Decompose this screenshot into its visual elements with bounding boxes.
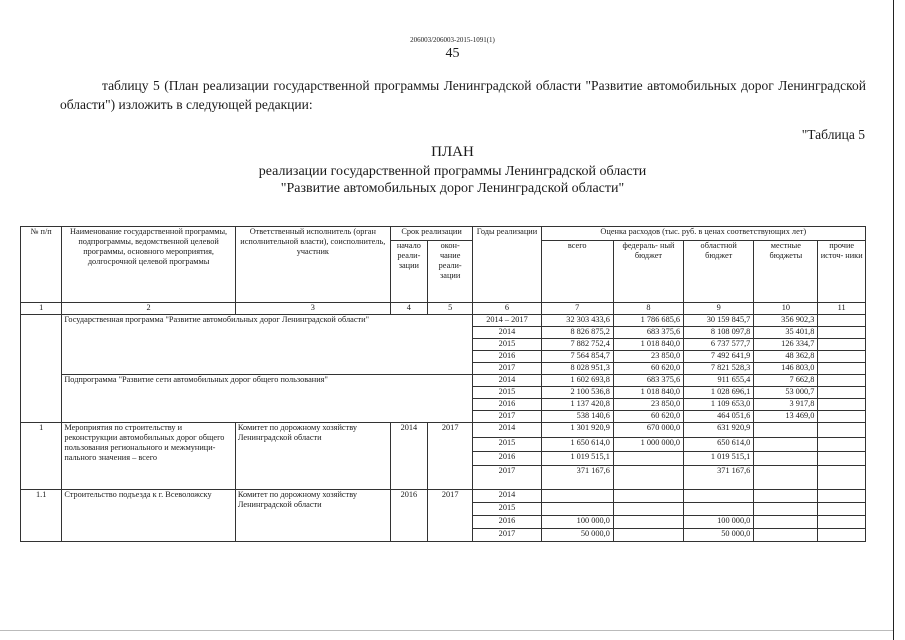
- total-cell: 1 650 614,0: [541, 438, 613, 452]
- federal-cell: 1 000 000,0: [613, 438, 683, 452]
- column-numbers-row: [21, 303, 866, 315]
- federal-cell: 1 018 840,0: [613, 339, 683, 351]
- page-border-right: [893, 0, 894, 640]
- table-row: [21, 315, 866, 327]
- other-cell: [818, 387, 866, 399]
- year-cell: 2014: [473, 327, 541, 339]
- federal-cell: 60 620,0: [613, 363, 683, 375]
- regional-cell: 464 051,6: [684, 411, 754, 423]
- header-name: Наименование государственной программы, подпрограммы, ведомственной целевой программы, основного мероприятия, долгосрочной целевой программы: [62, 227, 236, 303]
- plan-title: ПЛАН: [431, 144, 474, 160]
- other-cell: [818, 438, 866, 452]
- total-cell: 1 301 920,9: [541, 423, 613, 438]
- total-cell: 1 602 693,8: [541, 375, 613, 387]
- header-local: местные бюджеты: [754, 241, 818, 303]
- year-cell: 2017: [473, 529, 541, 542]
- header-executor: Ответственный исполнитель (орган исполнительной власти), соисполнитель, участник: [235, 227, 390, 303]
- other-cell: [818, 339, 866, 351]
- year-cell: 2016: [473, 351, 541, 363]
- other-cell: [818, 529, 866, 542]
- federal-cell: [613, 503, 683, 516]
- header-regional: областной бюджет: [684, 241, 754, 303]
- regional-cell: 1 019 515,1: [684, 452, 754, 466]
- federal-cell: 683 375,6: [613, 327, 683, 339]
- year-cell: 2014: [473, 375, 541, 387]
- plan-table: [20, 226, 866, 542]
- regional-cell: 30 159 845,7: [684, 315, 754, 327]
- total-cell: 2 100 536,8: [541, 387, 613, 399]
- regional-cell: 7 492 641,9: [684, 351, 754, 363]
- other-cell: [818, 490, 866, 503]
- year-cell: 2015: [473, 387, 541, 399]
- regional-cell: [684, 503, 754, 516]
- other-cell: [818, 516, 866, 529]
- col-number: 11: [818, 303, 866, 315]
- regional-cell: 1 109 653,0: [684, 399, 754, 411]
- other-cell: [818, 452, 866, 466]
- col-number: 9: [684, 303, 754, 315]
- regional-cell: [684, 490, 754, 503]
- year-cell: 2017: [473, 466, 541, 490]
- total-cell: [541, 490, 613, 503]
- table-row: [21, 375, 866, 387]
- col-number: 4: [390, 303, 427, 315]
- program-num-cell: [21, 315, 62, 423]
- year-cell: 2017: [473, 411, 541, 423]
- total-cell: 50 000,0: [541, 529, 613, 542]
- col-number: 3: [235, 303, 390, 315]
- header-years: Годы реализации: [473, 227, 541, 303]
- col-number: 2: [62, 303, 236, 315]
- program-name: Государственная программа "Развитие автомобильных дорог Ленинградской области": [62, 315, 473, 327]
- measure11-name: Строительство подъезда к г. Всеволожску: [62, 490, 236, 542]
- federal-cell: [613, 529, 683, 542]
- federal-cell: [613, 490, 683, 503]
- federal-cell: 1 018 840,0: [613, 387, 683, 399]
- other-cell: [818, 363, 866, 375]
- measure11-end: 2017: [427, 490, 472, 542]
- regional-cell: 650 614,0: [684, 438, 754, 452]
- regional-cell: 7 821 528,3: [684, 363, 754, 375]
- measure11-num: 1.1: [21, 490, 62, 542]
- table-label: "Таблица 5: [801, 127, 865, 142]
- col-number: 7: [541, 303, 613, 315]
- header-other: прочие источ- ники: [818, 241, 866, 303]
- local-cell: 48 362,8: [754, 351, 818, 363]
- local-cell: 356 902,3: [754, 315, 818, 327]
- header-row-1: [21, 227, 866, 241]
- subprogram-name: Подпрограмма "Развитие сети автомобильных дорог общего пользования": [62, 375, 473, 423]
- local-cell: [754, 503, 818, 516]
- total-cell: 371 167,6: [541, 466, 613, 490]
- other-cell: [818, 503, 866, 516]
- page-number: 45: [445, 46, 460, 61]
- plan-subtitle-line2: "Развитие автомобильных дорог Ленинградской области": [280, 181, 625, 196]
- intro-paragraph: таблицу 5 (План реализации государственной программы Ленинградской области "Развитие автомобильных дорог Ленинградской области") изложить в следующей редакции:: [60, 78, 866, 112]
- col-number: 5: [427, 303, 472, 315]
- plan-subtitle-line1: реализации государственной программы Ленинградской области: [258, 164, 647, 179]
- total-cell: 1 019 515,1: [541, 452, 613, 466]
- measure1-start: 2014: [390, 423, 427, 490]
- regional-cell: 100 000,0: [684, 516, 754, 529]
- federal-cell: 60 620,0: [613, 411, 683, 423]
- local-cell: 3 917,8: [754, 399, 818, 411]
- federal-cell: 23 850,0: [613, 399, 683, 411]
- col-number: 6: [473, 303, 541, 315]
- other-cell: [818, 375, 866, 387]
- table-row: [21, 490, 866, 503]
- local-cell: [754, 490, 818, 503]
- other-cell: [818, 411, 866, 423]
- federal-cell: 670 000,0: [613, 423, 683, 438]
- total-cell: 538 140,6: [541, 411, 613, 423]
- header-federal: федераль- ный бюджет: [613, 241, 683, 303]
- document-code: 206003/206003-2015-1091(1): [410, 36, 495, 44]
- other-cell: [818, 315, 866, 327]
- federal-cell: [613, 516, 683, 529]
- other-cell: [818, 423, 866, 438]
- local-cell: [754, 438, 818, 452]
- header-total: всего: [541, 241, 613, 303]
- total-cell: 8 826 875,2: [541, 327, 613, 339]
- federal-cell: 23 850,0: [613, 351, 683, 363]
- col-number: 10: [754, 303, 818, 315]
- header-period: Срок реализации: [390, 227, 473, 241]
- measure1-end: 2017: [427, 423, 472, 490]
- local-cell: 35 401,8: [754, 327, 818, 339]
- local-cell: [754, 529, 818, 542]
- total-cell: 7 882 752,4: [541, 339, 613, 351]
- other-cell: [818, 466, 866, 490]
- regional-cell: 911 655,4: [684, 375, 754, 387]
- header-num: № п/п: [21, 227, 62, 303]
- table-row: [21, 327, 866, 339]
- total-cell: 1 137 420,8: [541, 399, 613, 411]
- year-cell: 2016: [473, 516, 541, 529]
- federal-cell: [613, 452, 683, 466]
- year-cell: 2017: [473, 363, 541, 375]
- year-cell: 2014: [473, 423, 541, 438]
- regional-cell: 371 167,6: [684, 466, 754, 490]
- year-cell: 2015: [473, 339, 541, 351]
- measure11-executor: Комитет по дорожному хозяйству Ленинградской области: [235, 490, 390, 542]
- total-cell: 32 303 433,6: [541, 315, 613, 327]
- regional-cell: 1 028 696,1: [684, 387, 754, 399]
- federal-cell: [613, 466, 683, 490]
- other-cell: [818, 327, 866, 339]
- federal-cell: 1 786 685,6: [613, 315, 683, 327]
- total-cell: 8 028 951,3: [541, 363, 613, 375]
- other-cell: [818, 351, 866, 363]
- total-cell: 7 564 854,7: [541, 351, 613, 363]
- local-cell: 13 469,0: [754, 411, 818, 423]
- header-start: начало реали- зации: [390, 241, 427, 303]
- year-cell: 2015: [473, 503, 541, 516]
- year-cell: 2014 – 2017: [473, 315, 541, 327]
- total-cell: 100 000,0: [541, 516, 613, 529]
- year-cell: 2014: [473, 490, 541, 503]
- local-cell: [754, 423, 818, 438]
- local-cell: [754, 466, 818, 490]
- regional-cell: 8 108 097,8: [684, 327, 754, 339]
- measure1-executor: Комитет по дорожному хозяйству Ленинградской области: [235, 423, 390, 490]
- header-costs: Оценка расходов (тыс. руб. в ценах соответствующих лет): [541, 227, 865, 241]
- local-cell: [754, 516, 818, 529]
- total-cell: [541, 503, 613, 516]
- local-cell: 126 334,7: [754, 339, 818, 351]
- program-name-continuation: [62, 327, 473, 375]
- regional-cell: 50 000,0: [684, 529, 754, 542]
- local-cell: 146 803,0: [754, 363, 818, 375]
- federal-cell: 683 375,6: [613, 375, 683, 387]
- local-cell: 7 662,8: [754, 375, 818, 387]
- regional-cell: 631 920,9: [684, 423, 754, 438]
- year-cell: 2016: [473, 452, 541, 466]
- header-end: окон- чание реали- зации: [427, 241, 472, 303]
- measure1-name: Мероприятия по строительству и реконструкции автомобильных дорог общего пользования регионального и межмуници- пального значения – всего: [62, 423, 236, 490]
- page-border-bottom: [0, 630, 893, 631]
- other-cell: [818, 399, 866, 411]
- col-number: 1: [21, 303, 62, 315]
- measure11-start: 2016: [390, 490, 427, 542]
- year-cell: 2015: [473, 438, 541, 452]
- measure1-num: 1: [21, 423, 62, 490]
- year-cell: 2016: [473, 399, 541, 411]
- plan-subtitle: [0, 163, 905, 197]
- regional-cell: 6 737 577,7: [684, 339, 754, 351]
- table-row: [21, 423, 866, 438]
- local-cell: 53 000,7: [754, 387, 818, 399]
- col-number: 8: [613, 303, 683, 315]
- local-cell: [754, 452, 818, 466]
